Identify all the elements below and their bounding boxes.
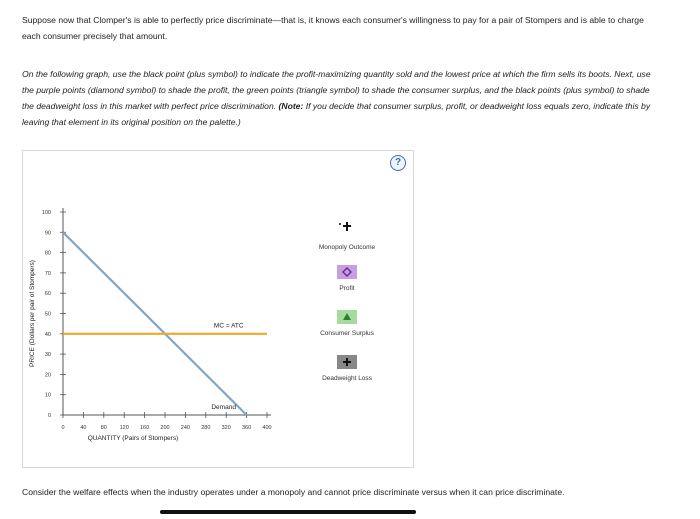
- y-tick-label: 0: [47, 413, 51, 419]
- y-tick-label: 60: [44, 291, 51, 298]
- mc-atc-label: MC = ATC: [213, 322, 244, 330]
- x-tick-label: 80: [100, 425, 107, 431]
- y-tick-label: 50: [44, 311, 51, 318]
- horizontal-scrollbar[interactable]: [160, 510, 416, 514]
- y-tick-label: 10: [44, 392, 51, 399]
- palette[interactable]: [319, 222, 376, 382]
- y-tick-label: 30: [44, 352, 51, 359]
- price-discrimination-graph[interactable]: [22, 150, 412, 466]
- y-axis-label: PRICE (Dollars per pair of Stompers): [29, 260, 36, 367]
- x-tick-label: 0: [61, 425, 65, 431]
- x-tick-label: 280: [201, 425, 211, 431]
- profit-label: Profit: [339, 285, 355, 292]
- intro-text: Suppose now that Clomper's is able to perfectly price discriminate—that is, it knows each consumer's willingness to pay for a pair of Stompers and is able to charge each consumer precisely that amount.: [22, 15, 644, 41]
- profit-palette-item[interactable]: [337, 265, 357, 279]
- monopoly-outcome-label: Monopoly Outcome: [318, 244, 376, 251]
- y-tick-label: 100: [41, 210, 51, 216]
- deadweight-loss-palette-item[interactable]: [337, 355, 357, 369]
- x-tick-label: 160: [140, 425, 150, 431]
- x-tick-label: 40: [80, 425, 87, 431]
- y-tick-label: 80: [44, 250, 51, 257]
- x-tick-label: 240: [180, 425, 190, 431]
- axes: [63, 208, 271, 415]
- x-tick-label: 320: [221, 425, 231, 431]
- x-tick-label: 200: [160, 425, 170, 431]
- consumer-surplus-palette-item[interactable]: [337, 310, 357, 324]
- ticks: [42, 210, 272, 431]
- demand-label: Demand: [211, 403, 236, 411]
- note-label: (Note:: [278, 101, 304, 111]
- instructions-text: On the following graph, use the black point (plus symbol) to indicate the profit-maximizing quantity sold and the lowest price at which the firm sells its boots. Next, use the purple points (diamond symbol) to shade the profit, the green points (triangle symbol) to shade the consumer surplus, and the black points (plus symbol) to shade the deadweight loss in this market with perfect price discrimination.: [22, 69, 651, 111]
- conclusion-text: Consider the welfare effects when the industry operates under a monopoly and cannot price discriminate versus when it can price discriminate.: [22, 487, 565, 497]
- consumer-surplus-label: Consumer Surplus: [320, 330, 374, 337]
- note-text: If you decide that consumer surplus, profit, or deadweight loss equals zero, indicate this by leaving that element in its original position on the palette.): [22, 101, 651, 127]
- instructions-paragraph: [22, 66, 662, 130]
- conclusion-paragraph: [22, 484, 662, 500]
- plus-dot: [339, 223, 341, 225]
- y-tick-label: 40: [44, 331, 51, 338]
- help-button[interactable]: ?: [390, 155, 406, 171]
- y-tick-label: 20: [44, 372, 51, 379]
- y-tick-label: 90: [44, 230, 51, 237]
- intro-paragraph: [22, 12, 662, 44]
- monopoly-outcome-plus-icon[interactable]: [339, 222, 351, 231]
- x-axis-label: QUANTITY (Pairs of Stompers): [87, 435, 179, 442]
- y-tick-label: 70: [44, 270, 51, 277]
- x-tick-label: 120: [119, 425, 129, 431]
- deadweight-loss-label: Deadweight Loss: [322, 375, 372, 382]
- x-tick-label: 360: [242, 425, 252, 431]
- x-tick-label: 400: [262, 425, 272, 431]
